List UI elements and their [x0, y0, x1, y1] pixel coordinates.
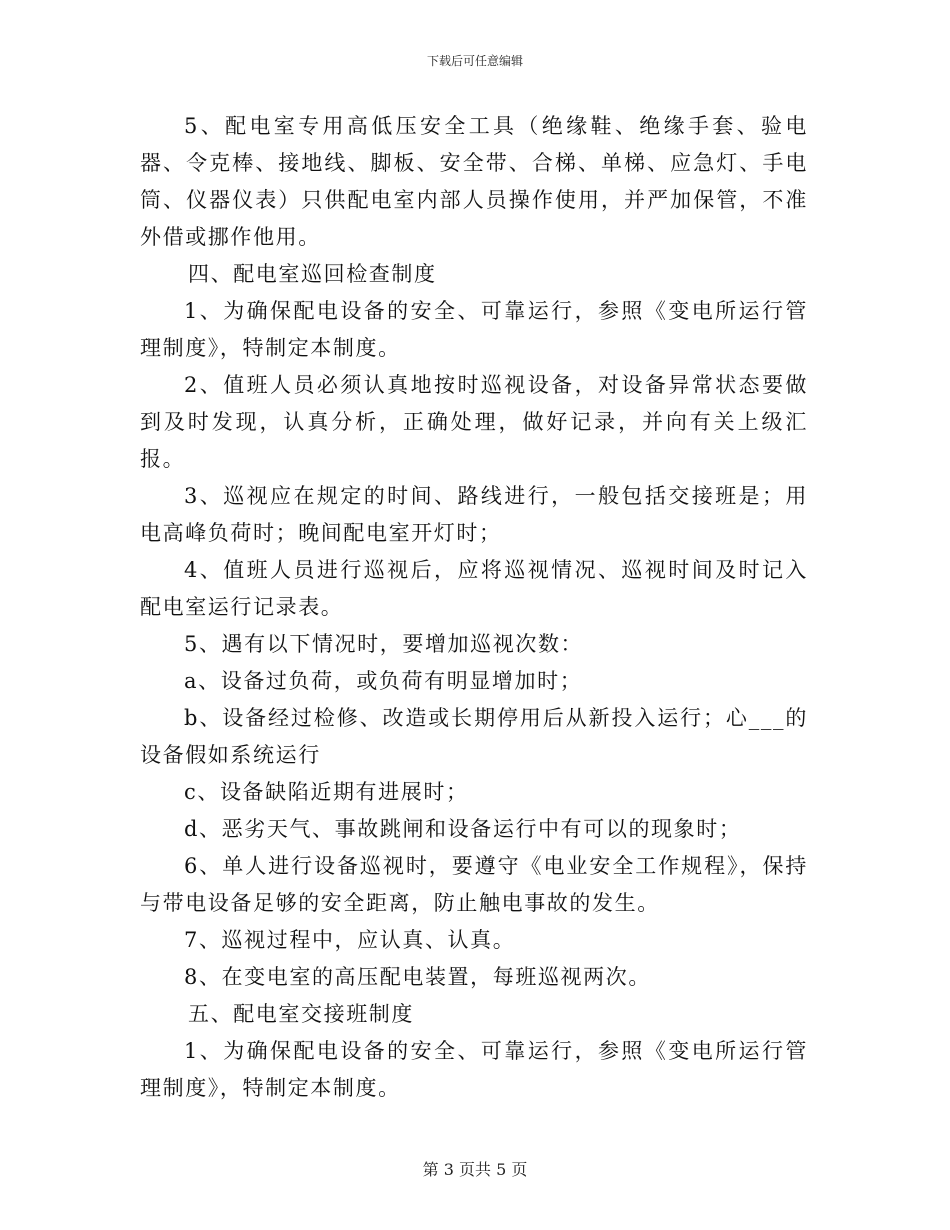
section-heading-handover: 五、配电室交接班制度 — [188, 1002, 414, 1026]
paragraph-tools-rule: 5、配电室专用高低压安全工具（绝缘鞋、绝缘手套、验电器、令克棒、接地线、脚板、安全带、合梯、单梯、应急灯、手电筒、仪器仪表）只供配电室内部人员操作使用，并严加保管，不准外借或挪作他用。 — [140, 114, 808, 249]
list-item-d: d、恶劣天气、事故跳闸和设备运行中有可以的现象时； — [184, 817, 742, 841]
paragraph-handover-1: 1、为确保配电设备的安全、可靠运行，参照《变电所运行管理制度》，特制定本制度。 — [140, 1039, 808, 1100]
section-heading-inspection: 四、配电室巡回检查制度 — [188, 262, 437, 286]
paragraph-inspection-1: 1、为确保配电设备的安全、可靠运行，参照《变电所运行管理制度》，特制定本制度。 — [140, 299, 808, 360]
paragraph-inspection-7: 7、巡视过程中，应认真、认真。 — [184, 928, 516, 952]
page-footer: 第 3 页共 5 页 — [422, 1160, 528, 1179]
list-item-c: c、设备缺陷近期有进展时； — [184, 780, 469, 804]
list-item-b: b、设备经过检修、改造或长期停用后从新投入运行；心___的设备假如系统运行 — [140, 706, 808, 767]
paragraph-inspection-6: 6、单人进行设备巡视时，要遵守《电业安全工作规程》，保持与带电设备足够的安全距离，防止触电事故的发生。 — [140, 854, 808, 915]
paragraph-inspection-2: 2、值班人员必须认真地按时巡视设备，对设备异常状态要做到及时发现，认真分析，正确处理，做好记录，并向有关上级汇报。 — [140, 373, 808, 471]
paragraph-inspection-5: 5、遇有以下情况时，要增加巡视次数： — [184, 632, 584, 656]
page-header: 下载后可任意编辑 — [426, 54, 523, 68]
paragraph-inspection-4: 4、值班人员进行巡视后，应将巡视情况、巡视时间及时记入配电室运行记录表。 — [140, 558, 808, 619]
paragraph-inspection-3: 3、巡视应在规定的时间、路线进行，一般包括交接班是；用电高峰负荷时；晚间配电室开灯时； — [140, 484, 808, 545]
list-item-a: a、设备过负荷，或负荷有明显增加时； — [184, 669, 583, 693]
paragraph-inspection-8: 8、在变电室的高压配电装置，每班巡视两次。 — [184, 965, 651, 989]
document-body — [140, 108, 808, 1107]
